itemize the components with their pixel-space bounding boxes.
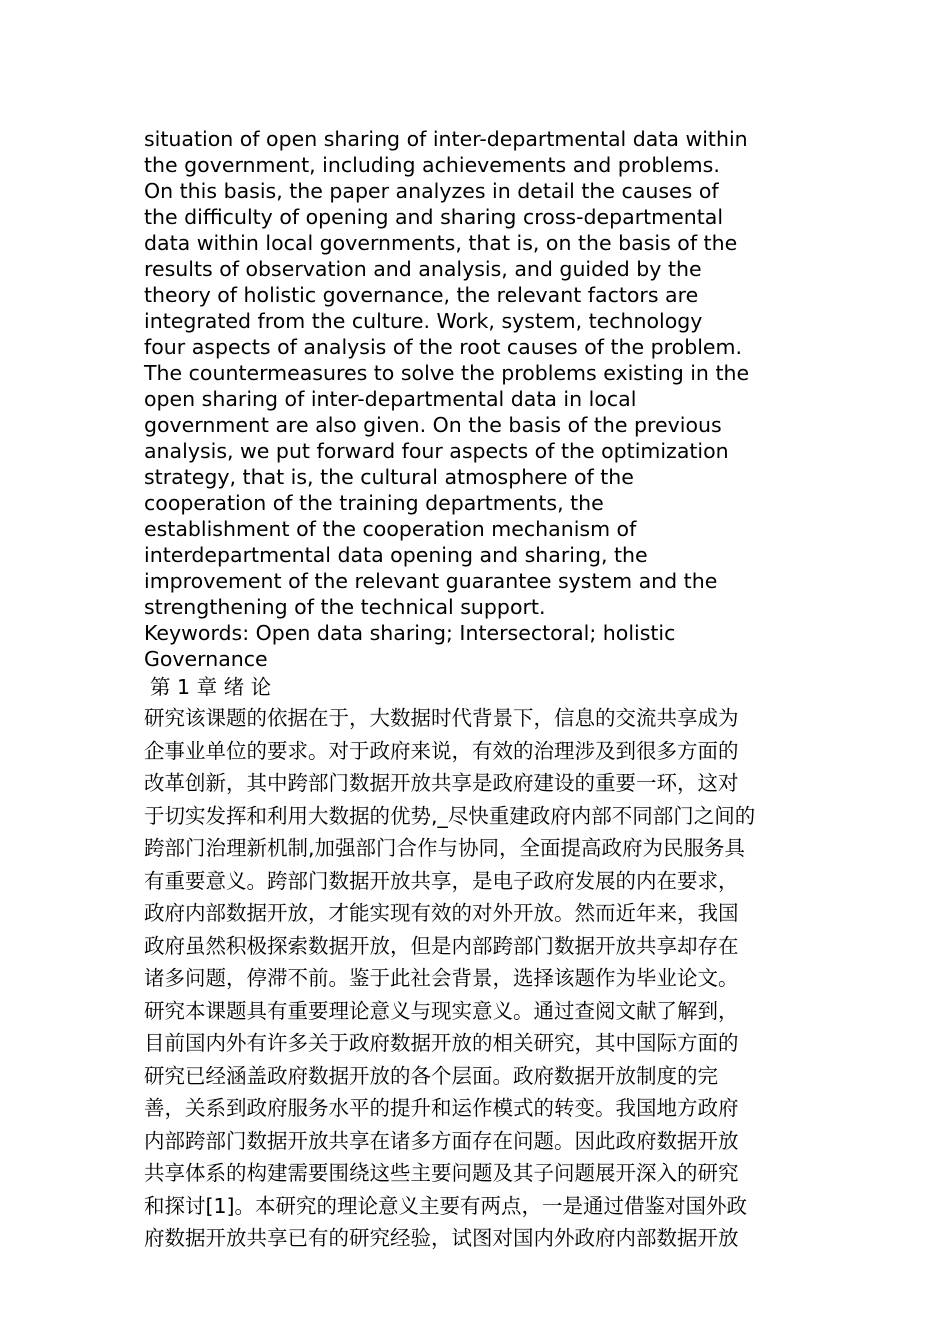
- body-line: 研究已经涵盖政府数据开放的各个层面。政府数据开放制度的完: [144, 1063, 718, 1088]
- document-page: [144, 126, 824, 1255]
- body-line: 内部跨部门数据开放共享在诸多方面存在问题。因此政府数据开放: [144, 1128, 739, 1153]
- abstract-line: cooperation of the training departments, the: [144, 491, 604, 515]
- abstract-line: On this basis, the paper analyzes in detail the causes of: [144, 179, 719, 203]
- abstract-line: open sharing of inter-departmental data in local: [144, 387, 637, 411]
- abstract-line: integrated from the culture. Work, system, technology: [144, 309, 703, 333]
- body-line: 有重要意义。跨部门数据开放共享，是电子政府发展的内在要求，: [144, 868, 739, 893]
- chapter-heading: 第 1 章 绪 论: [150, 675, 272, 699]
- abstract-line: the government, including achievements and problems.: [144, 153, 720, 177]
- abstract-line: situation of open sharing of inter-departmental data within: [144, 127, 748, 151]
- body-paragraph: [144, 702, 824, 1255]
- body-line: 政府虽然积极探索数据开放，但是内部跨部门数据开放共享却存在: [144, 933, 739, 958]
- body-line: 府数据开放共享已有的研究经验，试图对国内外政府内部数据开放: [144, 1226, 739, 1250]
- body-line: 诸多问题，停滞不前。鉴于此社会背景，选择该题作为毕业论文。: [144, 966, 739, 990]
- keywords-line: Governance: [144, 647, 268, 671]
- abstract-line: results of observation and analysis, and guided by the: [144, 257, 702, 281]
- body-line: 研究该课题的依据在于，大数据时代背景下，信息的交流共享成为: [144, 706, 739, 730]
- body-line: 共享体系的构建需要围绕这些主要问题及其子问题展开深入的研究: [144, 1161, 739, 1185]
- body-line: 改革创新，其中跨部门数据开放共享是政府建设的重要一环，这对: [144, 771, 739, 795]
- abstract-line: government are also given. On the basis of the previous: [144, 413, 722, 437]
- body-line: 跨部门治理新机制,加强部门合作与协同，全面提高政府为民服务具: [144, 836, 746, 860]
- body-line: 企事业单位的要求。对于政府来说，有效的治理涉及到很多方面的: [144, 738, 739, 763]
- body-line: 和探讨[1]。本研究的理论意义主要有两点，一是通过借鉴对国外政: [144, 1193, 748, 1218]
- abstract-line: interdepartmental data opening and sharing, the: [144, 543, 648, 567]
- abstract-line: theory of holistic governance, the relevant factors are: [144, 283, 699, 307]
- abstract-line: analysis, we put forward four aspects of the optimization: [144, 439, 729, 463]
- abstract-line: four aspects of analysis of the root causes of the problem.: [144, 335, 743, 359]
- abstract-line: improvement of the relevant guarantee system and the: [144, 569, 718, 593]
- body-line: 研究本课题具有重要理论意义与现实意义。通过查阅文献了解到，: [144, 998, 739, 1023]
- abstract-line: The countermeasures to solve the problems existing in the: [144, 361, 750, 385]
- keywords: [144, 620, 824, 672]
- abstract-line: establishment of the cooperation mechanism of: [144, 517, 637, 541]
- body-line: 目前国内外有许多关于政府数据开放的相关研究，其中国际方面的: [144, 1031, 739, 1055]
- keywords-line: Keywords: Open data sharing; Intersectoral; holistic: [144, 621, 676, 645]
- body-line: 于切实发挥和利用大数据的优势,_尽快重建政府内部不同部门之间的: [144, 803, 756, 828]
- body-line: 善，关系到政府服务水平的提升和运作模式的转变。我国地方政府: [144, 1096, 739, 1120]
- abstract-line: strategy, that is, the cultural atmosphere of the: [144, 465, 634, 489]
- abstract-paragraph: [144, 126, 824, 620]
- abstract-line: strengthening of the technical support.: [144, 595, 546, 619]
- abstract-line: data within local governments, that is, on the basis of the: [144, 231, 738, 255]
- body-line: 政府内部数据开放，才能实现有效的对外开放。然而近年来，我国: [144, 901, 739, 925]
- abstract-line: the difficulty of opening and sharing cross-departmental: [144, 205, 724, 229]
